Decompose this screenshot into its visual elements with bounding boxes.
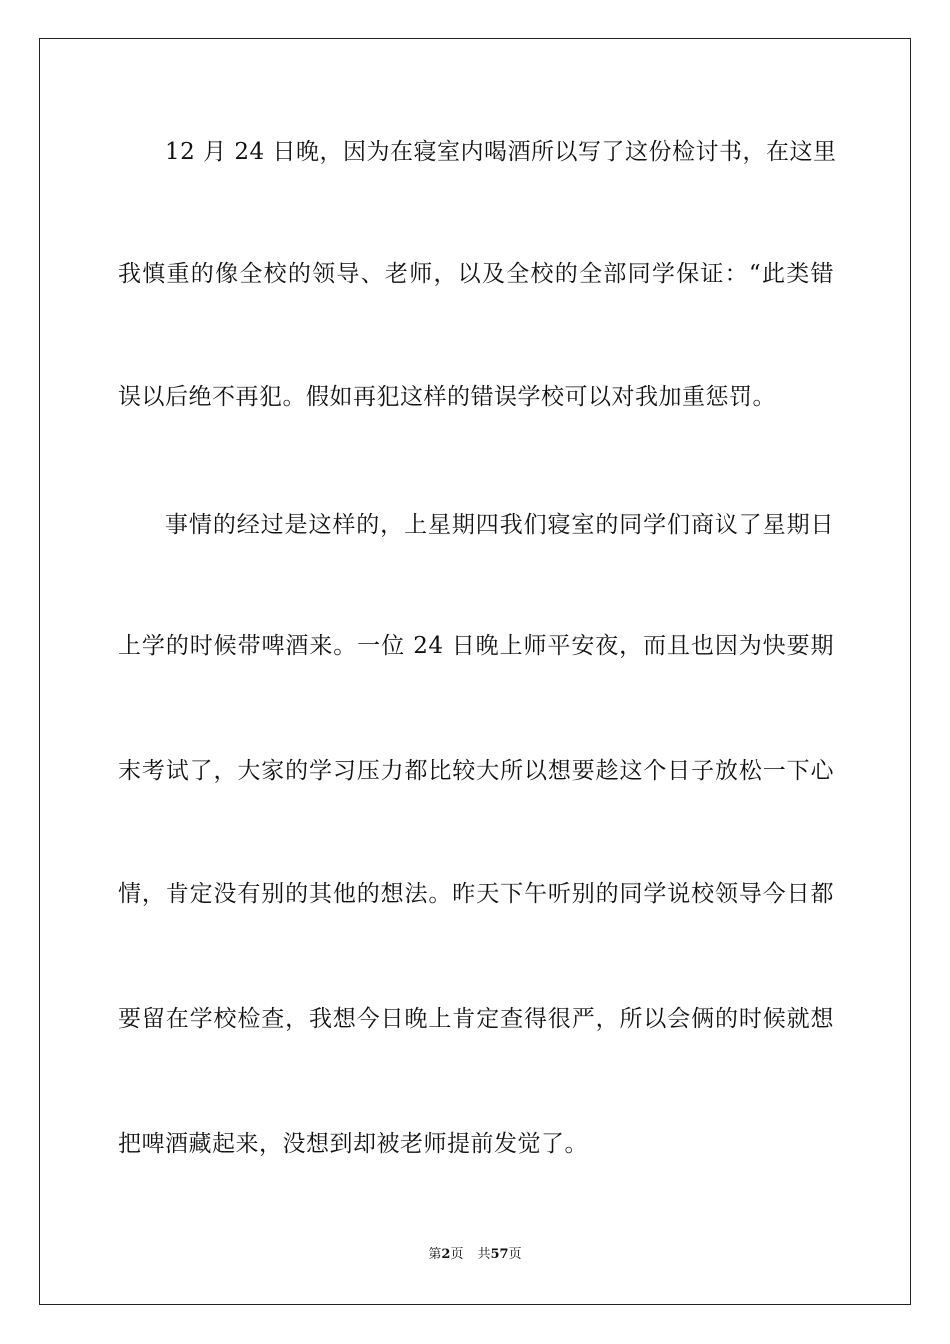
paragraph-1-line-2: 我慎重的像全校的领导、老师，以及全校的全部同学保证：“此类错 — [118, 261, 834, 287]
page-number: 2 — [441, 1247, 451, 1262]
paragraph-2-line-3: 末考试了，大家的学习压力都比较大所以想要趁这个日子放松一下心 — [118, 758, 834, 784]
total-suffix: 页 — [508, 1247, 522, 1262]
paragraph-2-line-4: 情，肯定没有别的其他的想法。昨天下午听别的同学说校领导今日都 — [118, 881, 834, 907]
page-suffix: 页 — [450, 1247, 464, 1262]
page-footer — [0, 1247, 950, 1263]
paragraph-1-line-1: 12 月 24 日晚，因为在寝室内喝酒所以写了这份检讨书，在这里 — [165, 139, 837, 165]
total-prefix: 共 — [477, 1247, 491, 1262]
paragraph-2-line-2: 上学的时候带啤酒来。一位 24 日晚上师平安夜，而且也因为快要期 — [118, 633, 834, 659]
page-prefix: 第 — [428, 1247, 442, 1262]
total-pages: 57 — [490, 1247, 509, 1262]
paragraph-1-line-3: 误以后绝不再犯。假如再犯这样的错误学校可以对我加重惩罚。 — [118, 384, 776, 410]
paragraph-2-line-5: 要留在学校检查，我想今日晚上肯定查得很严，所以会俩的时候就想 — [118, 1006, 834, 1032]
page-border — [39, 38, 911, 1305]
paragraph-2-line-6: 把啤酒藏起来，没想到却被老师提前发觉了。 — [118, 1131, 588, 1157]
paragraph-2-line-1: 事情的经过是这样的，上星期四我们寝室的同学们商议了星期日 — [165, 512, 834, 538]
